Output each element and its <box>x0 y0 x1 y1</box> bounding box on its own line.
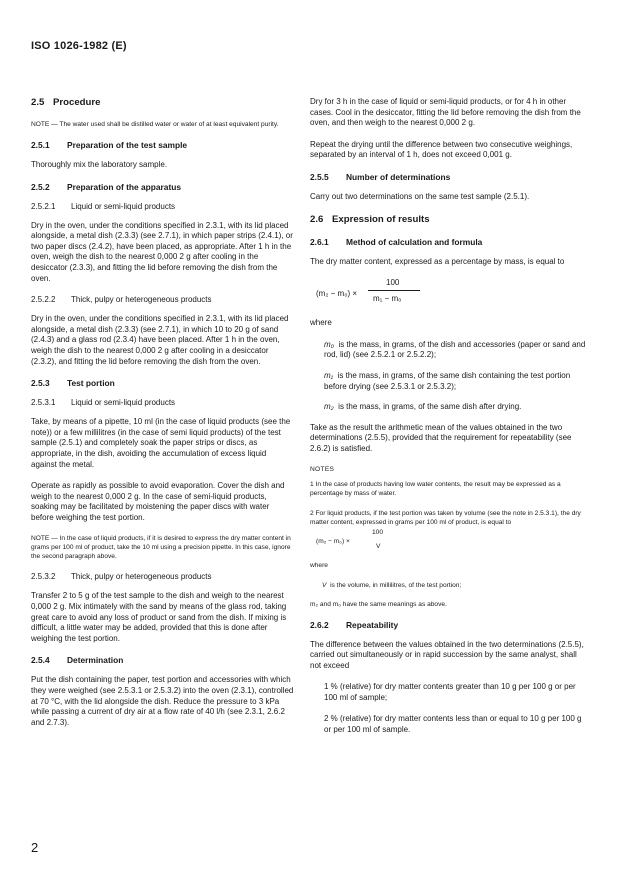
section-title: Procedure <box>53 97 101 108</box>
repeatability-item-2: 2 % (relative) for dry matter contents less than or equal to 10 g per 100 g or per 100 ml of sample. <box>324 714 582 735</box>
formula-denominator: m₁ − m₀ <box>373 294 402 304</box>
section-2-5-heading <box>31 97 294 108</box>
section-2-5-2-1-heading <box>31 202 294 211</box>
right-column <box>310 97 589 747</box>
paragraph: Repeat the drying until the difference between two consecutive weighings, separated by an interval of 1 h, does not exceed 0,001 g. <box>310 139 573 160</box>
section-title: Thick, pulpy or heterogeneous products <box>71 572 212 582</box>
section-2-6-1-heading <box>310 237 589 247</box>
section-number: 2.6.2 <box>310 619 329 630</box>
section-title: Repeatability <box>346 619 399 630</box>
same-meanings: m₂ and m₀ have the same meanings as above. <box>310 600 447 608</box>
section-number: 2.5.3 <box>31 378 50 389</box>
symbol: m₁ <box>324 370 334 380</box>
paragraph: Transfer 2 to 5 g of the test sample to the dish and weigh to the nearest 0,000 2 g. Mix intimately with the sand by means of the glass rod, taking great care to avoid any loss of product or sand from the dish. If mixing is difficult, a little water may be added, provided that this is done after weighing the test portion. <box>31 591 287 643</box>
section-number: 2.5.2.2 <box>31 295 56 305</box>
definition-text: is the mass, in grams, of the same dish containing the test portion before drying (see 2.5.3.1 or 2.5.3.2); <box>324 370 571 391</box>
document-header: ISO 1026-1982 (E) <box>31 40 127 52</box>
section-title: Determination <box>67 655 124 666</box>
paragraph: Thoroughly mix the laboratory sample. <box>31 160 168 169</box>
fraction-bar <box>368 290 420 291</box>
formula-numerator: 100 <box>372 528 384 536</box>
section-title: Test portion <box>67 378 115 389</box>
paragraph: Dry for 3 h in the case of liquid or semi-liquid products, or for 4 h in other cases. Cool in the desiccator, fitting the lid before removing the dish from the oven, and then weigh to the nearest 0,000 2 g. <box>310 97 581 128</box>
paragraph: Take, by means of a pipette, 10 ml (in the case of liquid products (see the note)) or a few millilitres (in the case of semi liquid products) of the test sample (2.5.1) and completely soak the paper strips or discs, as appropriate, in the dish, avoiding the accumulation of excess liquid against the metal. <box>31 417 291 469</box>
definition-m2 <box>310 402 589 413</box>
section-2-5-5-heading <box>310 172 589 182</box>
section-2-5-3-2-heading <box>31 572 294 581</box>
section-2-5-2-2-heading <box>31 295 294 304</box>
section-number: 2.5.5 <box>310 171 329 182</box>
section-2-6-2-heading <box>310 620 589 630</box>
paragraph: Take as the result the arithmetic mean of the values obtained in the two determinations (2.5.5), provided that the requirement for repeatability (see 2.6.2) is satisfied. <box>310 422 572 453</box>
where-label: where <box>310 561 328 569</box>
dry-matter-formula <box>310 278 589 310</box>
paragraph: Put the dish containing the paper, test portion and accessories with which they were weighed (see 2.5.3.1 or 2.5.3.2) into the oven (2.3.1), controlled at 70 °C, with the lid alongside the dish. Reduce the pressure to 3 kPa while passing a current of dry air at a flow rate of 40 l/h (see 2.3.1, 2.6.2 and 2.7.3). <box>31 675 294 727</box>
section-number: 2.6.1 <box>310 236 329 247</box>
left-column <box>31 97 294 739</box>
paragraph: The difference between the values obtained in the two determinations (2.5.5), carried out simultaneously or in rapid succession by the same analyst, shall not exceed <box>310 639 584 670</box>
note-2: 2 For liquid products, if the test portion was taken by volume (see the note in 2.5.3.1), the dry matter content, expressed in grams per 100 ml of product, is equal to <box>310 509 581 526</box>
definition-text: is the mass, in grams, of the dish and accessories (paper or sand and rod, lid) (see 2.5.2.1 or 2.5.2.2); <box>324 339 586 360</box>
section-title: Thick, pulpy or heterogeneous products <box>71 295 212 305</box>
section-2-6-heading <box>310 214 589 225</box>
definition-V <box>310 581 589 590</box>
volume-formula <box>310 529 589 555</box>
section-number: 2.5.3.1 <box>31 398 56 408</box>
paragraph: Dry in the oven, under the conditions specified in 2.3.1, with its lid placed alongside, a metal dish (2.3.3) (see 2.7.1), in which paper strips (2.4.1), or two paper discs (2.4.2), have been placed, as appropriate. After 1 h in the oven, weigh the dish to the nearest 0,000 2 g after cooling in the desiccator (2.3.3), and fitting the lid before removing the dish from the oven. <box>31 220 293 283</box>
repeatability-item-1: 1 % (relative) for dry matter contents greater than 10 g per 100 g or per 100 ml of sample; <box>324 682 576 702</box>
notes-title: NOTES <box>310 465 335 473</box>
definition-text: is the mass, in grams, of the same dish after drying. <box>338 402 522 412</box>
definition-text: is the volume, in millilitres, of the test portion; <box>330 581 462 589</box>
paragraph: The dry matter content, expressed as a percentage by mass, is equal to <box>310 256 565 266</box>
section-title: Liquid or semi-liquid products <box>71 398 176 408</box>
procedure-note: NOTE — The water used shall be distilled water or water of at least equivalent purity. <box>31 121 279 128</box>
section-2-5-2-heading <box>31 182 294 192</box>
section-number: 2.5.2 <box>31 181 50 192</box>
section-2-5-3-1-heading <box>31 398 294 407</box>
section-number: 2.5.2.1 <box>31 201 56 211</box>
symbol: V <box>322 581 327 589</box>
section-number: 2.5.4 <box>31 655 50 666</box>
section-2-5-4-heading <box>31 655 294 665</box>
formula-denominator: V <box>376 542 381 550</box>
section-title: Liquid or semi-liquid products <box>71 201 176 211</box>
section-2-5-3-heading <box>31 378 294 388</box>
formula-left: (m₂ − m₀) × <box>316 289 358 299</box>
paragraph: Dry in the oven, under the conditions specified in 2.3.1, with its lid placed alongside, a metal dish (2.3.3) (see 2.7.1), in which 10 to 20 g of sand (2.4.3) and a glass rod (2.3.4) have been placed. After 1 h in the oven, weigh the dish to the nearest 0,000 2 g after cooling in a desiccator (2.3.2), and fitting the lid before removing the dish from the oven. <box>31 314 289 366</box>
definition-m1 <box>310 371 589 392</box>
page-number: 2 <box>31 840 39 855</box>
section-title: Expression of results <box>332 213 430 225</box>
section-number: 2.5 <box>31 97 45 108</box>
note-1: 1 In the case of products having low water contents, the result may be expressed as a percentage by mass of water. <box>310 480 561 497</box>
symbol: m₂ <box>324 402 334 412</box>
section-title: Number of determinations <box>346 171 451 182</box>
section-2-5-1-heading <box>31 140 294 150</box>
paragraph: Operate as rapidly as possible to avoid evaporation. Cover the dish and weigh to the nearest 0,000 2 g. In the case of semi-liquid products, soaking may be facilitated by moistening the paper discs with water before weighing the test portion. <box>31 481 285 522</box>
section-number: 2.5.1 <box>31 140 50 150</box>
where-label: where <box>310 318 332 328</box>
section-number: 2.6 <box>310 213 324 225</box>
paragraph: Carry out two determinations on the same test sample (2.5.1). <box>310 191 530 201</box>
section-title: Method of calculation and formula <box>346 236 483 247</box>
section-number: 2.5.3.2 <box>31 572 56 582</box>
formula-left: (m₂ − m₀) × <box>316 537 350 545</box>
definition-m0 <box>310 340 589 361</box>
formula-numerator: 100 <box>386 278 400 288</box>
section-title: Preparation of the apparatus <box>67 181 182 192</box>
section-title: Preparation of the test sample <box>67 140 188 150</box>
liquid-products-note: NOTE — In the case of liquid products, if it is desired to express the dry matter content in grams per 100 ml of product, take the 10 ml using a precision pipette. In this case, ignore the second paragraph above. <box>31 535 291 561</box>
symbol: m₀ <box>324 339 335 349</box>
